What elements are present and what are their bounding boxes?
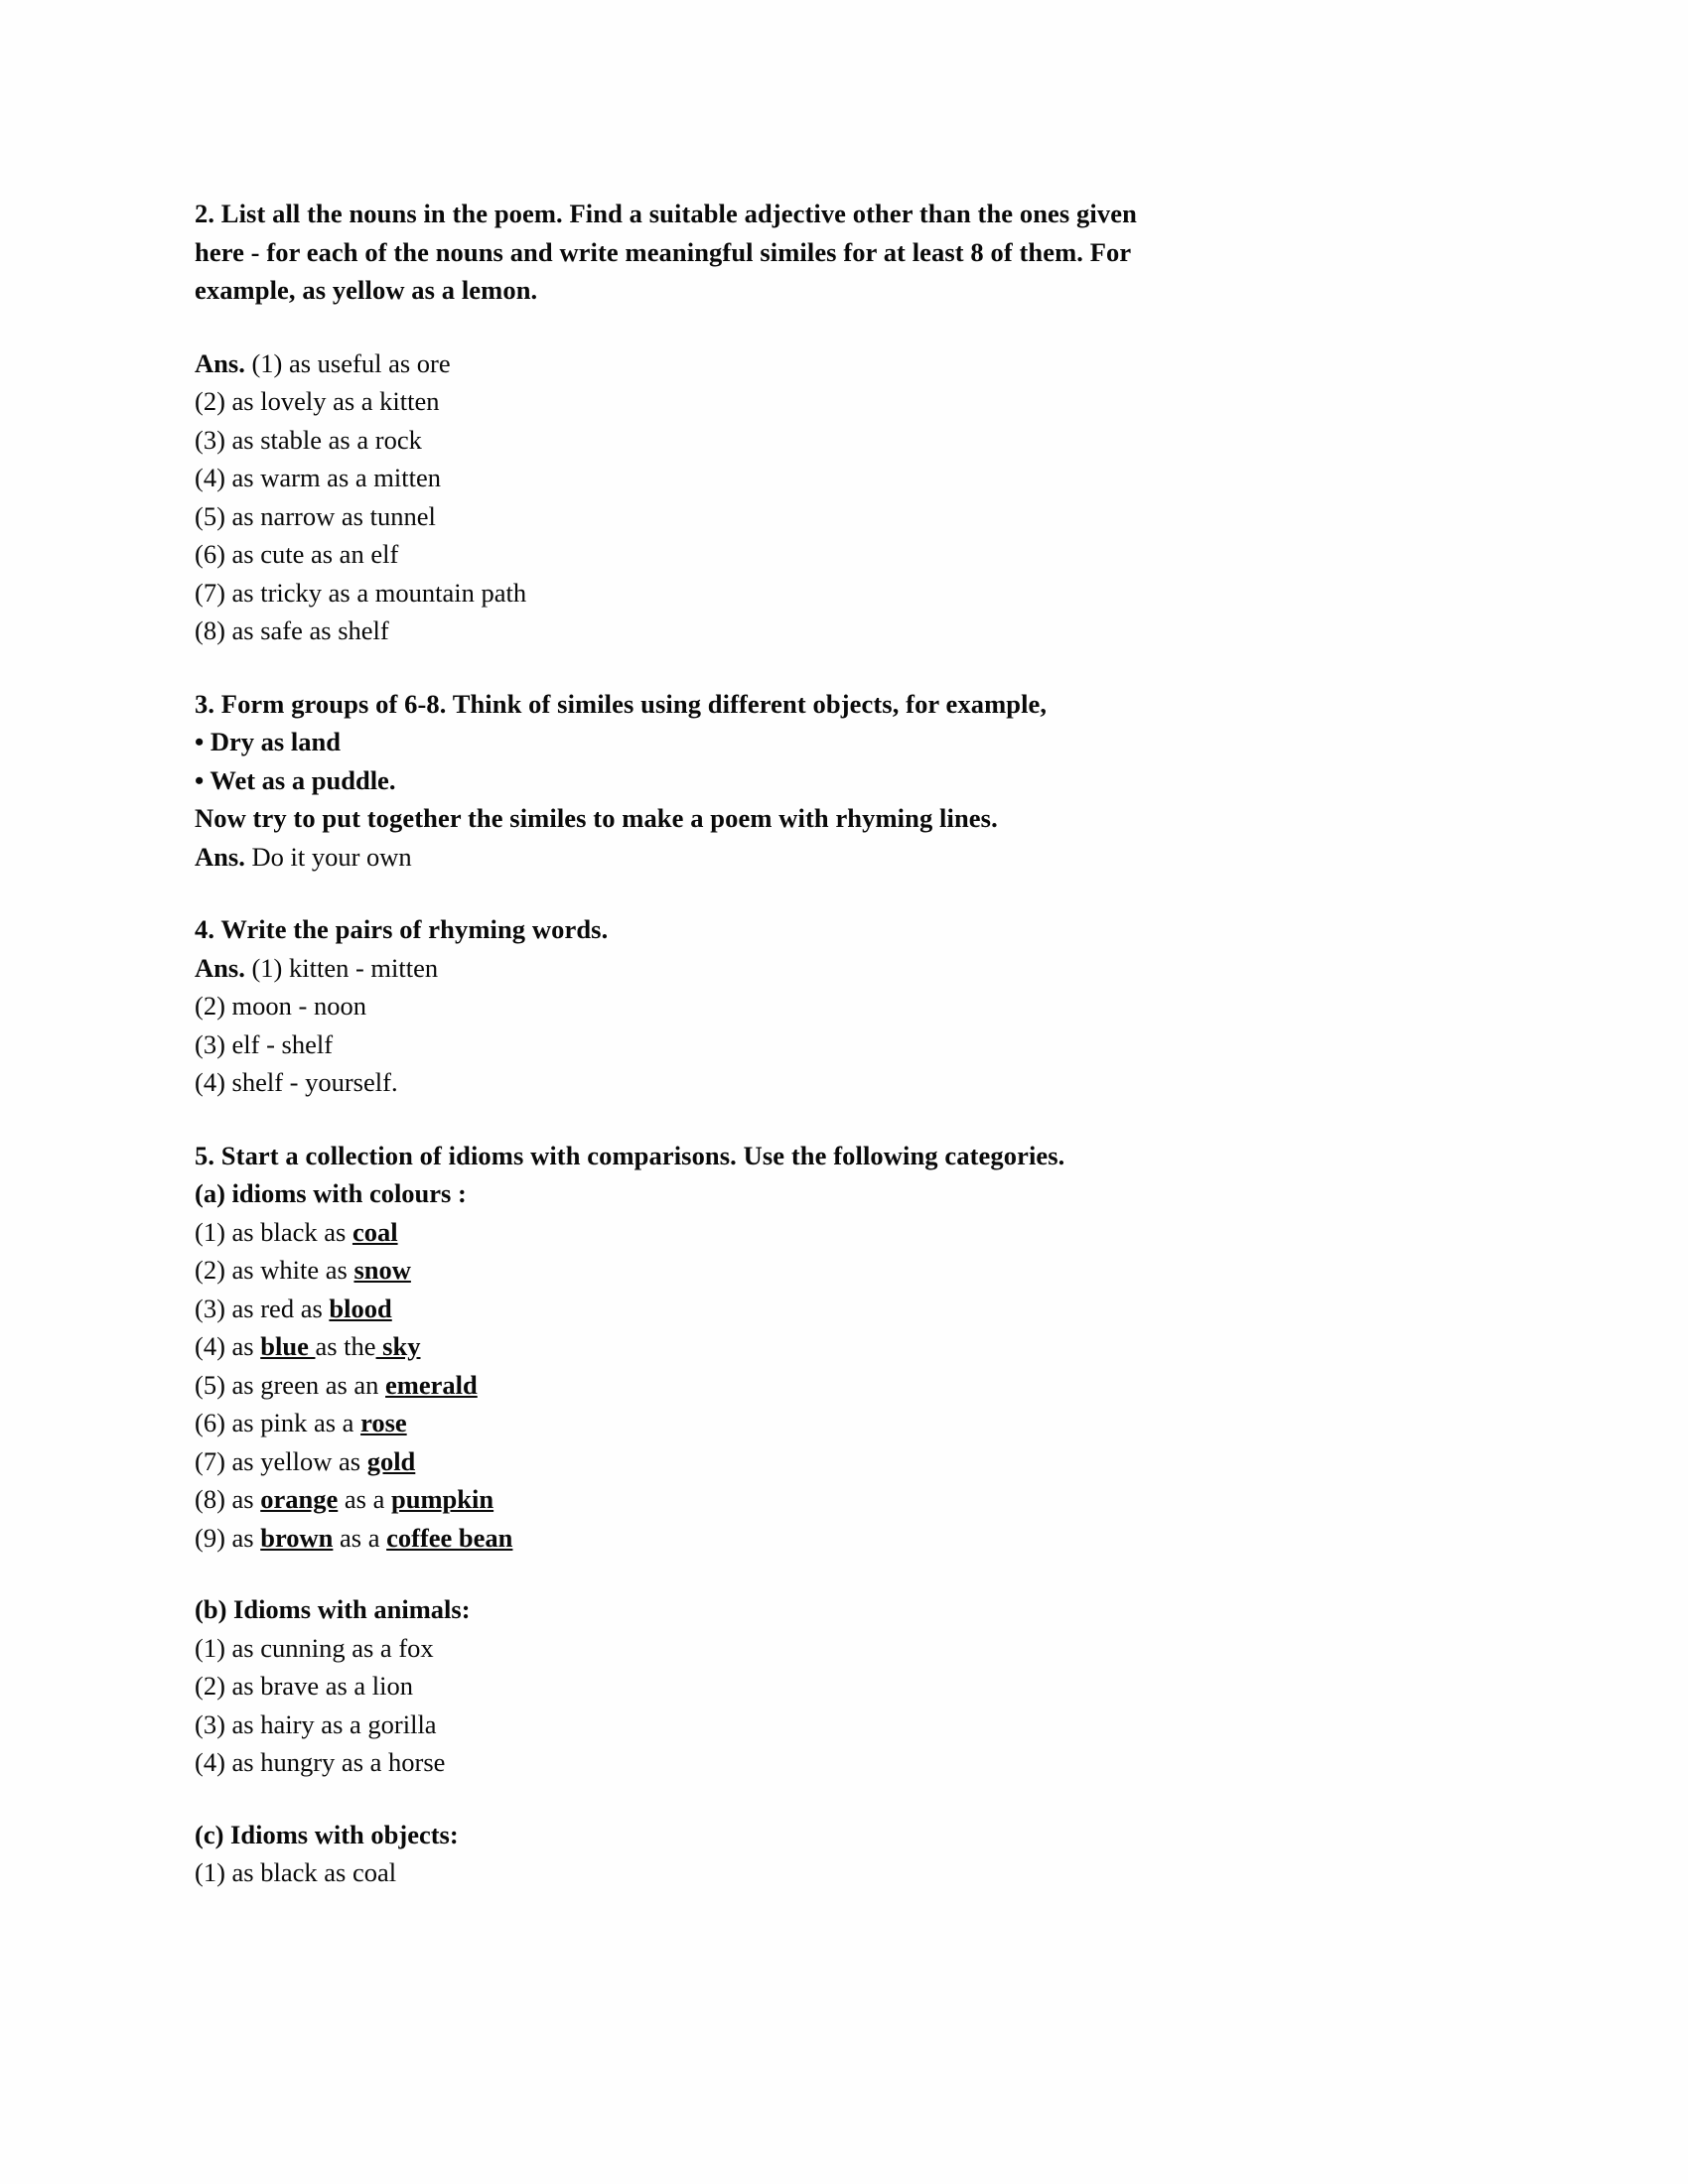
question-2-answer-line-4: (4) as warm as a mitten	[195, 463, 441, 492]
question-3-answer	[195, 838, 1476, 877]
idiom-number: (2)	[195, 1671, 225, 1701]
idiom-keyword: blue	[260, 1331, 316, 1361]
document-body	[195, 195, 1476, 1892]
idiom-text: as red as	[224, 1293, 330, 1323]
category-b-items	[195, 1629, 1476, 1782]
question-2-answer-line-3: (3) as stable as a rock	[195, 424, 422, 455]
idiom-keyword: brown	[260, 1522, 334, 1553]
idiom-number: (9)	[195, 1522, 225, 1553]
question-3-heading-line-1: 3. Form groups of 6-8. Think of similes using different objects, for example,	[195, 688, 1048, 719]
question-2-heading-line-2: here - for each of the nouns and write meaningful similes for at least 8 of them. For	[195, 236, 1132, 267]
idiom-connector: as a	[338, 1484, 391, 1514]
idiom-line	[195, 1404, 1476, 1442]
idiom-number: (7)	[195, 1445, 225, 1476]
idiom-text: as pink as a	[224, 1408, 361, 1437]
spacer	[195, 1782, 1476, 1816]
idiom-number: (1)	[195, 1632, 225, 1663]
idiom-connector: as the	[315, 1331, 376, 1361]
question-5-heading: 5. Start a collection of idioms with comparisons. Use the following categories.	[195, 1140, 1065, 1170]
category-c-label: (c) Idioms with objects:	[195, 1819, 459, 1849]
question-2-block	[195, 195, 1476, 650]
question-3-follow-up: Now try to put together the similes to make a poem with rhyming lines.	[195, 803, 998, 833]
question-4-answer-line-3: (3) elf - shelf	[195, 1028, 334, 1059]
idiom-text: as hungry as a horse	[224, 1747, 446, 1777]
question-4-answer-line-1	[195, 949, 1476, 988]
idiom-number: (4)	[195, 1331, 225, 1361]
question-4-answer-line-4: (4) shelf - yourself.	[195, 1067, 398, 1097]
idiom-keyword: gold	[366, 1445, 416, 1476]
idiom-line	[195, 1290, 1476, 1328]
spacer	[195, 1557, 1476, 1590]
spacer	[195, 876, 1476, 910]
idiom-keyword: coal	[352, 1216, 398, 1247]
idiom-keyword: orange	[260, 1484, 339, 1514]
idiom-line	[195, 1743, 1476, 1782]
idiom-line	[195, 1366, 1476, 1405]
answer-label: Ans.	[195, 347, 245, 378]
idiom-text: as	[224, 1522, 261, 1553]
idiom-keyword: coffee bean	[386, 1522, 513, 1553]
idiom-keyword: blood	[329, 1293, 392, 1323]
idiom-text: as white as	[224, 1255, 354, 1285]
idiom-number: (1)	[195, 1857, 225, 1887]
question-2-heading-line-1: 2. List all the nouns in the poem. Find a suitable adjective other than the ones given	[195, 199, 1137, 228]
idiom-number: (2)	[195, 1255, 225, 1285]
idiom-keyword: emerald	[385, 1369, 478, 1400]
answer-label: Ans.	[195, 952, 245, 983]
question-3-bullet-1: • Dry as land	[195, 727, 341, 756]
idiom-text: as black as coal	[224, 1857, 397, 1887]
question-3-bullet-2: • Wet as a puddle.	[195, 764, 396, 795]
idiom-keyword: rose	[360, 1408, 407, 1437]
idiom-number: (1)	[195, 1216, 225, 1247]
idiom-number: (5)	[195, 1369, 225, 1400]
idiom-text: as yellow as	[224, 1445, 367, 1476]
idiom-text: as hairy as a gorilla	[224, 1708, 437, 1739]
idiom-text: as	[224, 1331, 261, 1361]
question-4-heading: 4. Write the pairs of rhyming words.	[195, 914, 609, 944]
idiom-line	[195, 1327, 1476, 1366]
category-c-items	[195, 1853, 1476, 1892]
idiom-keyword: snow	[353, 1255, 411, 1285]
idiom-text: as black as	[224, 1216, 352, 1247]
question-4-block	[195, 910, 1476, 1102]
idiom-line	[195, 1629, 1476, 1668]
idiom-line	[195, 1519, 1476, 1558]
question-2-answer-line-2: (2) as lovely as a kitten	[195, 386, 440, 416]
spacer	[195, 310, 1476, 344]
idiom-line	[195, 1251, 1476, 1290]
idiom-line	[195, 1853, 1476, 1892]
question-5-block	[195, 1137, 1476, 1892]
idiom-text: as cunning as a fox	[224, 1632, 434, 1663]
idiom-line	[195, 1213, 1476, 1252]
category-a-label: (a) idioms with colours :	[195, 1178, 467, 1208]
idiom-number: (8)	[195, 1484, 225, 1514]
idiom-line	[195, 1706, 1476, 1744]
question-2-answer-line-1	[195, 344, 1476, 383]
category-b-label: (b) Idioms with animals:	[195, 1594, 471, 1624]
idiom-connector: as a	[333, 1522, 387, 1553]
idiom-text: as green as an	[224, 1369, 386, 1400]
idiom-number: (3)	[195, 1293, 225, 1323]
question-2-answer-line-8: (8) as safe as shelf	[195, 615, 389, 645]
idiom-number: (3)	[195, 1708, 225, 1739]
question-2-answer-line-6: (6) as cute as an elf	[195, 539, 399, 569]
idiom-number: (6)	[195, 1408, 225, 1437]
idiom-line	[195, 1442, 1476, 1481]
idiom-number: (4)	[195, 1747, 225, 1777]
answer-label: Ans.	[195, 841, 245, 872]
answer-text: Do it your own	[251, 841, 412, 872]
idiom-line	[195, 1667, 1476, 1706]
question-4-answer-line-2: (2) moon - noon	[195, 991, 366, 1021]
spacer	[195, 650, 1476, 685]
question-2-answer-line-7: (7) as tricky as a mountain path	[195, 577, 527, 608]
idiom-line	[195, 1480, 1476, 1519]
answer-text: (1) as useful as ore	[251, 347, 451, 378]
idiom-keyword: sky	[375, 1331, 421, 1361]
question-2-heading-line-3: example, as yellow as a lemon.	[195, 275, 538, 305]
question-2-answer-line-5: (5) as narrow as tunnel	[195, 500, 436, 531]
idiom-keyword: pumpkin	[390, 1484, 494, 1514]
answer-text: (1) kitten - mitten	[251, 952, 439, 983]
spacer	[195, 1102, 1476, 1137]
idiom-text: as brave as a lion	[224, 1671, 414, 1701]
idiom-text: as	[224, 1484, 261, 1514]
category-a-items	[195, 1213, 1476, 1558]
question-3-block	[195, 685, 1476, 877]
